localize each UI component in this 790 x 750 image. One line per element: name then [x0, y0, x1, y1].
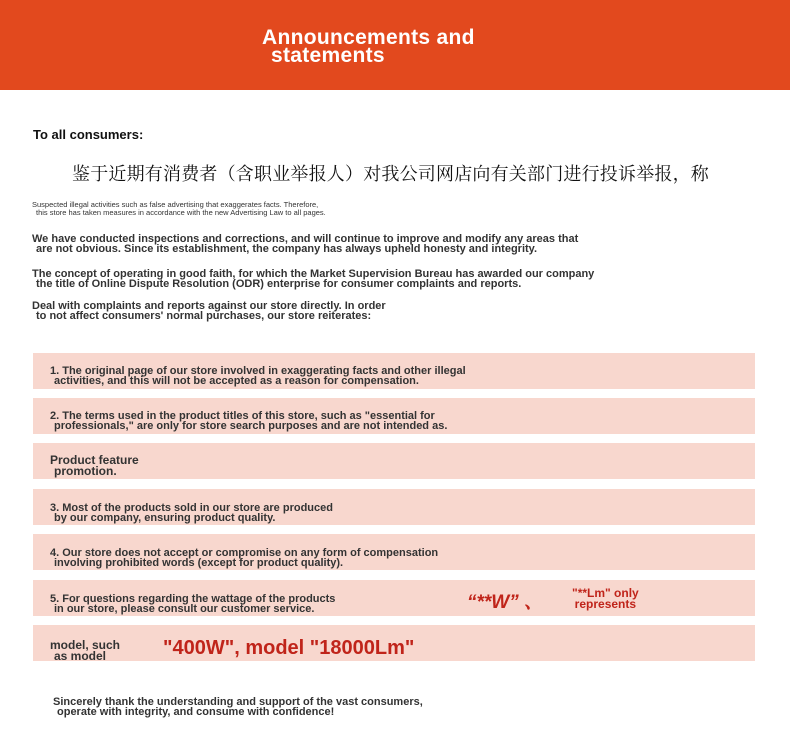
closing-line-2: operate with integrity, and consume with confidence!	[57, 706, 335, 718]
statement-item-5-line-1: 4. Our store does not accept or compromise on any form of compensation	[50, 547, 439, 559]
statement-item-5	[50, 548, 438, 568]
lumen-note-line-1: "**Lm" only	[572, 586, 639, 600]
statement-item-4	[50, 503, 333, 523]
statement-item-3-line-1: Product feature	[50, 453, 139, 467]
statement-item-4-line-2: by our company, ensuring product quality.	[54, 512, 276, 524]
intro-paragraph-4	[32, 301, 386, 321]
wattage-mark: “**W” 、	[467, 592, 544, 613]
lumen-note	[572, 588, 639, 610]
intro-paragraph-3	[32, 269, 594, 289]
statement-item-1-line-2: activities, and this will not be accepted as a reason for compensation.	[54, 375, 419, 387]
intro-paragraph-3-line-2: the title of Online Dispute Resolution (ODR) enterprise for consumer complaints and reports.	[36, 278, 522, 290]
statement-item-7-line-1: model, such	[50, 638, 121, 652]
statement-item-4-line-1: 3. Most of the products sold in our store are produced	[50, 502, 333, 514]
intro-paragraph-3-line-1: The concept of operating in good faith, for which the Market Supervision Bureau has awarded our company	[32, 268, 595, 280]
intro-paragraph-1-line-1: Suspected illegal activities such as false advertising that exaggerates facts. Therefore,	[32, 200, 319, 209]
closing-message	[53, 697, 423, 717]
intro-paragraph-2	[32, 234, 578, 254]
model-example: "400W", model "18000Lm"	[163, 637, 415, 659]
statement-item-6	[50, 594, 335, 614]
statement-item-2	[50, 411, 447, 431]
intro-paragraph-2-line-2: are not obvious. Since its establishment, the company has always upheld honesty and integrity.	[36, 243, 538, 255]
statement-item-7-line-2: as model	[54, 649, 107, 663]
intro-paragraph-2-line-1: We have conducted inspections and corrections, and will continue to improve and modify any areas that	[32, 233, 579, 245]
intro-paragraph-1-line-2: this store has taken measures in accordance with the new Advertising Law to all pages.	[36, 208, 326, 217]
statement-item-5-line-2: involving prohibited words (except for product quality).	[54, 557, 344, 569]
statement-item-3	[50, 455, 139, 477]
statement-item-1	[50, 366, 466, 386]
page-title-line-2: statements	[271, 44, 385, 67]
salutation: To all consumers:	[33, 127, 144, 142]
statement-item-1-line-1: 1. The original page of our store involved in exaggerating facts and other illegal	[50, 365, 466, 377]
page-title	[262, 26, 475, 67]
statement-item-6-line-1: 5. For questions regarding the wattage of the products	[50, 593, 336, 605]
chinese-intro-line: 鉴于近期有消费者（含职业举报人）对我公司网店向有关部门进行投诉举报，称	[72, 164, 709, 185]
intro-paragraph-4-line-1: Deal with complaints and reports against our store directly. In order	[32, 300, 386, 312]
page-title-line-1: Announcements and	[262, 26, 475, 49]
intro-paragraph-4-line-2: to not affect consumers' normal purchases, our store reiterates:	[36, 310, 372, 322]
statement-item-3-line-2: promotion.	[54, 464, 117, 478]
statement-item-7	[50, 640, 120, 662]
lumen-note-line-2: represents	[574, 597, 637, 611]
statement-item-6-line-2: in our store, please consult our customer service.	[54, 603, 315, 615]
announcement-header	[0, 0, 790, 90]
statement-item-2-line-1: 2. The terms used in the product titles of this store, such as "essential for	[50, 410, 435, 422]
statement-box-3	[33, 443, 755, 479]
closing-line-1: Sincerely thank the understanding and support of the vast consumers,	[53, 696, 423, 708]
intro-paragraph-1	[32, 201, 326, 217]
statement-item-2-line-2: professionals," are only for store search purposes and are not intended as.	[54, 420, 448, 432]
